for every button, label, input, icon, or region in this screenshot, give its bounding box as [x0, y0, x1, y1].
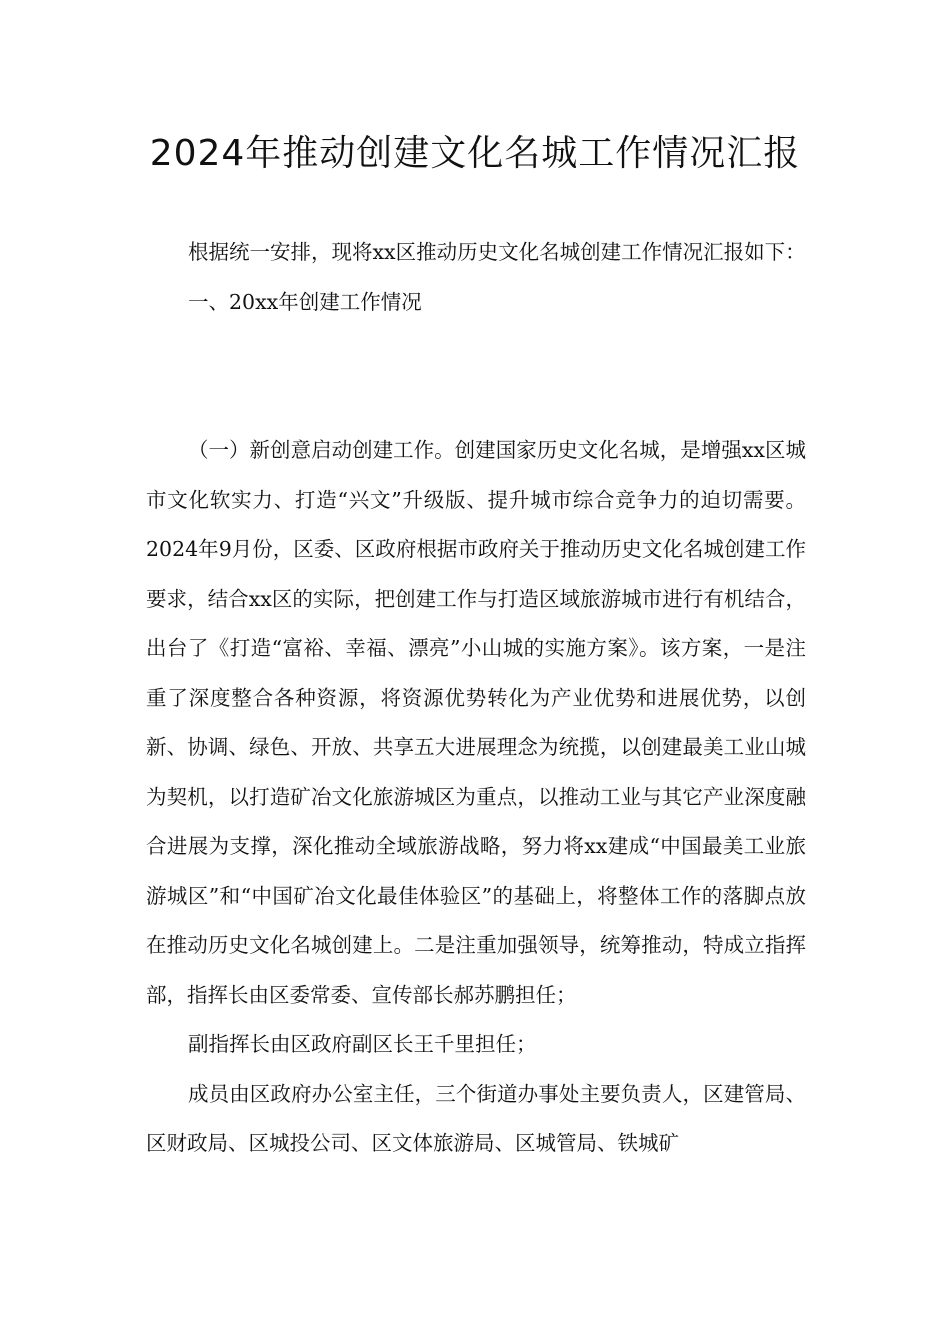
body-paragraph: 副指挥长由区政府副区长王千里担任；	[188, 1032, 537, 1056]
intro-section	[146, 228, 806, 327]
section-heading: 一、20xx年创建工作情况	[188, 289, 422, 314]
body-section	[146, 426, 806, 1169]
intro-paragraph: 根据统一安排，现将xx区推动历史文化名城创建工作情况汇报如下：	[188, 240, 806, 264]
body-paragraph: （一）新创意启动创建工作。创建国家历史文化名城，是增强xx区城市文化软实力、打造“兴文”升级版、提升城市综合竞争力的迫切需要。2024年9月份，区委、区政府根据市政府关于推动历史文化名城创建工作要求，结合xx区的实际，把创建工作与打造区域旅游城市进行有机结合，出台了《打造“富裕、幸福、漂亮”小山城的实施方案》。该方案，一是注重了深度整合各种资源，将资源优势转化为产业优势和进展优势，以创新、协调、绿色、开放、共享五大进展理念为统揽，以创建最美工业山城为契机，以打造矿冶文化旅游城区为重点，以推动工业与其它产业深度融合进展为支撑，深化推动全域旅游战略，努力将xx建成“中国最美工业旅游城区”和“中国矿冶文化最佳体验区”的基础上，将整体工作的落脚点放在推动历史文化名城创建上。二是注重加强领导，统筹推动，特成立指挥部，指挥长由区委常委、宣传部长郝苏鹏担任；	[146, 438, 806, 1007]
document-title: 2024年推动创建文化名城工作情况汇报	[149, 133, 801, 174]
body-paragraph: 成员由区政府办公室主任，三个街道办事处主要负责人，区建管局、区财政局、区城投公司、区文体旅游局、区城管局、铁城矿	[146, 1081, 806, 1155]
